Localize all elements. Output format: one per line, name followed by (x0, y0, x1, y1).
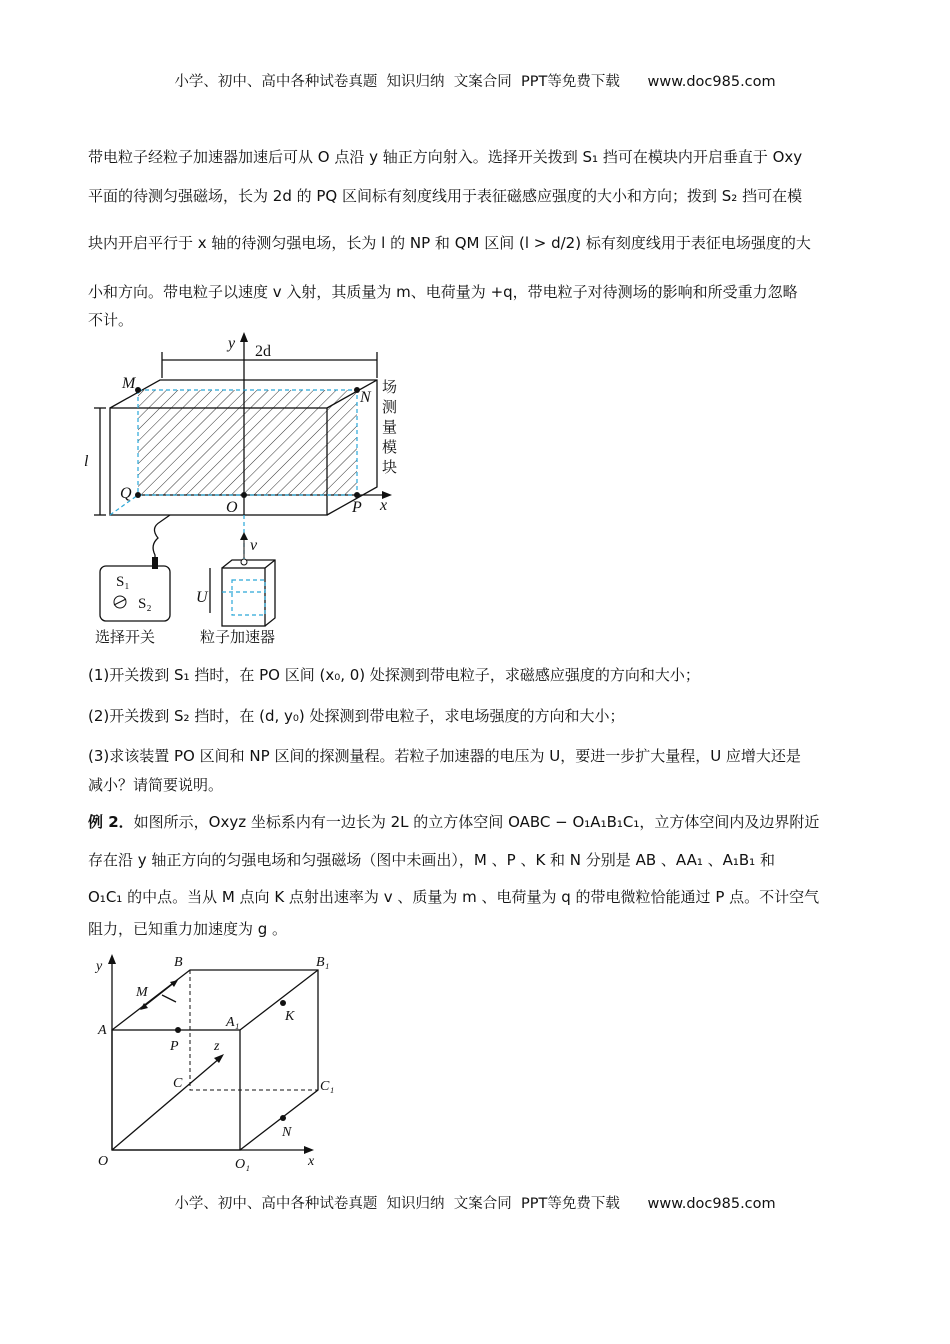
point-K: K (285, 1009, 295, 1024)
module-label-char: 模 (382, 440, 398, 456)
y-axis-label: y (228, 335, 236, 352)
dim-2d: 2d (255, 343, 271, 360)
point-B: B (174, 955, 183, 970)
point-O1: O₁ (235, 1157, 250, 1172)
x-axis-label: x (380, 497, 388, 514)
intro-line: 平面的待测匀强磁场，长为 2d 的 PQ 区间标有刻度线用于表征磁感应强度的大小和方向；拨到 S₂ 挡可在模 (88, 187, 803, 205)
page-header: 小学、初中、高中各种试卷真题 知识归纳 文案合同 PPT等免费下载 www.doc985.com (174, 74, 776, 90)
field-measurement-diagram (0, 330, 450, 650)
question-2: (2)开关拨到 S₂ 挡时，在 (d, y₀) 处探测到带电粒子，求电场强度的方向和大小； (88, 707, 625, 725)
example2-label: 例 2． (88, 813, 134, 831)
module-label-char: 块 (382, 460, 398, 476)
point-C: C (173, 1076, 183, 1091)
point-Q: Q (120, 485, 132, 502)
voltage-U: U (196, 589, 208, 606)
example2-line: 阻力，已知重力加速度为 g 。 (88, 920, 288, 938)
velocity-v: v (250, 537, 258, 554)
switch-S1: S₁ (116, 574, 130, 590)
module-label-char: 场 (382, 380, 398, 396)
switch-caption: 选择开关 (95, 630, 156, 646)
intro-line: 不计。 (88, 311, 134, 329)
point-M: M (136, 985, 148, 1000)
page-footer: 小学、初中、高中各种试卷真题 知识归纳 文案合同 PPT等免费下载 www.doc985.com (174, 1196, 776, 1212)
example2-line (88, 812, 819, 832)
question-1: (1)开关拨到 S₁ 挡时，在 PO 区间 (x₀, 0) 处探测到带电粒子，求磁感应强度的方向和大小； (88, 666, 700, 684)
intro-line: 小和方向。带电粒子以速度 v 入射，其质量为 m、电荷量为 +q，带电粒子对待测场的影响和所受重力忽略 (88, 283, 798, 301)
x-axis-label: x (308, 1154, 315, 1169)
module-label-char: 测 (382, 400, 398, 416)
point-A1: A₁ (226, 1015, 240, 1030)
point-P: P (170, 1039, 179, 1054)
point-M: M (122, 375, 136, 392)
point-O: O (226, 499, 238, 516)
example2-text: 如图所示，Oxyz 坐标系内有一边长为 2L 的立方体空间 OABC − O₁A₁B₁C₁，立方体空间内及边界附近 (133, 813, 820, 831)
point-C1: C₁ (320, 1079, 335, 1094)
y-axis-label: y (96, 959, 103, 974)
module-label-char: 量 (382, 420, 398, 436)
point-A: A (98, 1023, 107, 1038)
point-O: O (98, 1154, 109, 1169)
z-axis-label: z (214, 1039, 220, 1054)
example2-line: 存在沿 y 轴正方向的匀强电场和匀强磁场（图中未画出），M 、P 、K 和 N 分别是 AB 、AA₁ 、A₁B₁ 和 (88, 851, 775, 869)
accelerator-caption: 粒子加速器 (200, 630, 276, 646)
dim-l: l (84, 453, 89, 470)
intro-line: 带电粒子经粒子加速器加速后可从 O 点沿 y 轴正方向射入。选择开关拨到 S₁ 挡可在模块内开启垂直于 Oxy (88, 148, 803, 166)
point-B1: B₁ (316, 955, 330, 970)
question-3-cont: 减小？请简要说明。 (88, 776, 224, 794)
intro-line: 块内开启平行于 x 轴的待测匀强电场，长为 l 的 NP 和 QM 区间 (l > d/2) 标有刻度线用于表征电场强度的大 (88, 234, 811, 252)
point-N: N (282, 1125, 292, 1140)
switch-S2: S₂ (138, 596, 152, 612)
example2-line: O₁C₁ 的中点。当从 M 点向 K 点射出速率为 v 、质量为 m 、电荷量为 q 的带电微粒恰能通过 P 点。不计空气 (88, 888, 820, 906)
point-P: P (352, 499, 362, 516)
question-3: (3)求该装置 PO 区间和 NP 区间的探测量程。若粒子加速器的电压为 U，要进一步扩大量程，U 应增大还是 (88, 747, 801, 765)
point-N: N (360, 389, 371, 406)
cube-diagram (80, 950, 350, 1175)
